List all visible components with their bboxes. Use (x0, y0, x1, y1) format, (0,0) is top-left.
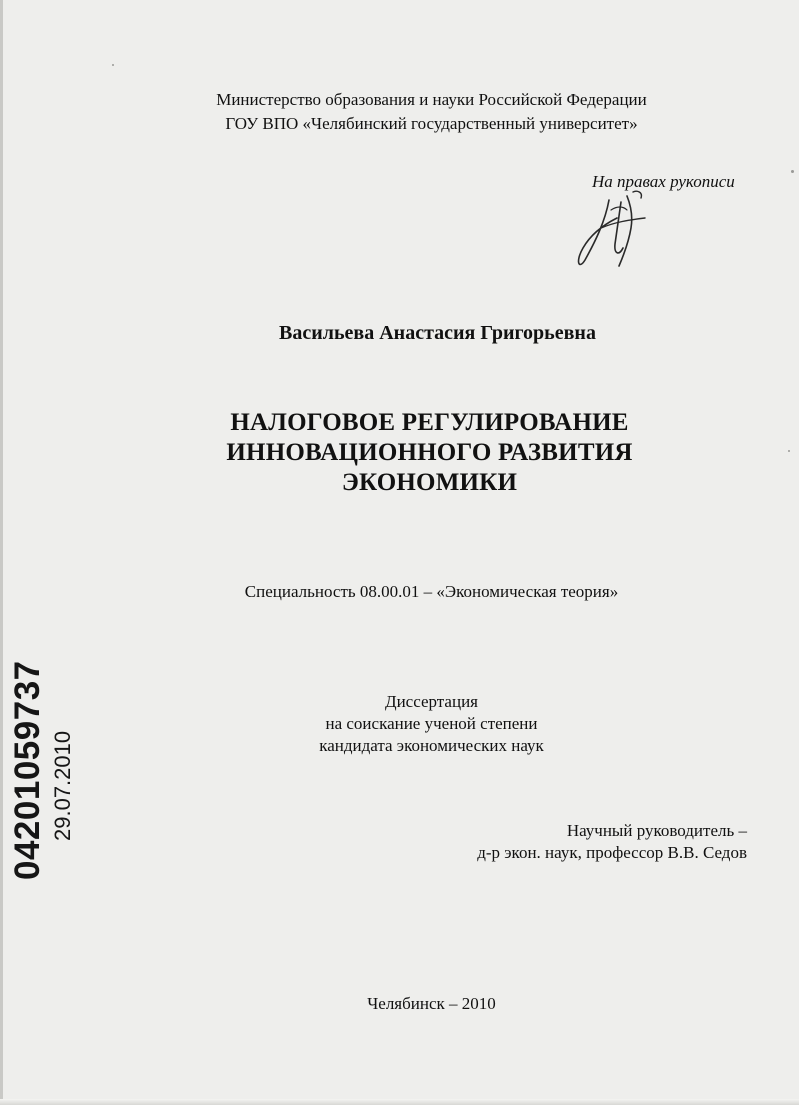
title-line-1: НАЛОГОВОЕ РЕГУЛИРОВАНИЕ (230, 409, 629, 436)
ministry-line: Министерство образования и науки Российской Федерации (216, 90, 647, 109)
scan-speck (788, 450, 790, 452)
library-stamp-number: 04201059737 (8, 660, 47, 880)
degree-line-2: на соискание ученой степени (325, 714, 538, 733)
library-stamp-date: 29.07.2010 (50, 730, 75, 841)
degree-block (32, 691, 799, 757)
scan-speck (112, 64, 114, 66)
dissertation-title (30, 408, 799, 498)
scan-edge (0, 0, 3, 1105)
handwritten-signature (565, 182, 665, 277)
scan-edge-bottom (0, 1099, 799, 1105)
city-year: Челябинск – 2010 (367, 994, 496, 1013)
supervisor-block (477, 820, 747, 864)
supervisor-line-2: д-р экон. наук, профессор В.В. Седов (477, 843, 747, 862)
institution-header (32, 88, 799, 136)
specialty-line: Специальность 08.00.01 – «Экономическая теория» (244, 582, 619, 601)
university-line: ГОУ ВПО «Челябинский государственный университет» (225, 114, 638, 133)
degree-line-3: кандидата экономических наук (319, 736, 544, 755)
supervisor-line-1: Научный руководитель – (566, 821, 747, 840)
author-name: Васильева Анастасия Григорьевна (279, 322, 596, 344)
title-line-3: ЭКОНОМИКИ (341, 469, 518, 496)
manuscript-note: На правах рукописи (592, 172, 735, 191)
degree-line-1: Диссертация (384, 692, 478, 711)
title-line-2: ИННОВАЦИОННОГО РАЗВИТИЯ (226, 439, 633, 466)
scan-speck (791, 170, 794, 173)
